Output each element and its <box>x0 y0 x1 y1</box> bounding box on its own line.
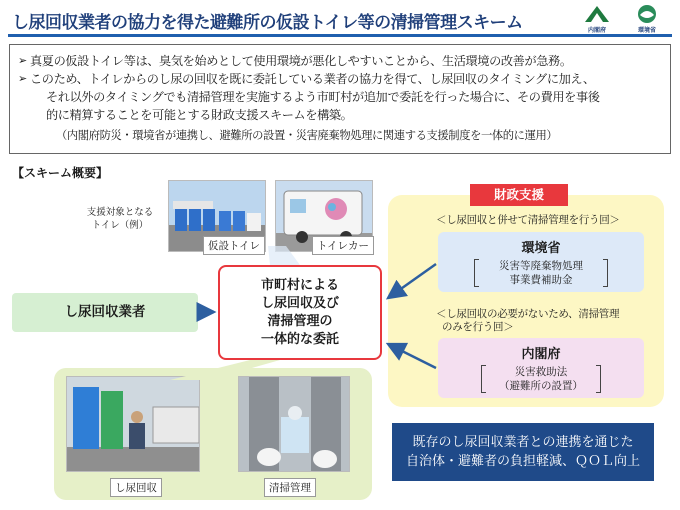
summary-line: このため、トイレからのし尿の回収を既に委託している業者の協力を得て、し尿回収のタイミングに加え、 <box>30 72 595 86</box>
environment-to-center-arrow <box>388 264 436 298</box>
overview-heading: 【スキーム概要】 <box>12 166 109 180</box>
program-line: 災害等廃棄物処理 <box>499 260 583 272</box>
program-line: 事業費補助金 <box>509 274 573 286</box>
financial-support-tag: 財政支援 <box>470 184 568 206</box>
night-soil-contractor-box: し尿回収業者 <box>12 293 198 332</box>
toilet-car-caption: トイレカー <box>312 236 374 255</box>
cabinet-to-center-arrow <box>388 344 436 368</box>
summary-note: （内閣府防災・環境省が連携し、避難所の設置・災害廃棄物処理に関連する支援制度を一体的に運用） <box>56 129 558 142</box>
example-callout-connector <box>268 246 300 265</box>
finance-note-cleaning-only-2: のみを行う回＞ <box>442 321 514 333</box>
ministry-environment-caption: 環境省 <box>637 27 656 34</box>
cabinet-office-name: 内閣府 <box>521 347 561 362</box>
example-label-line: 支援対象となる <box>86 207 154 218</box>
center-to-panel-connector <box>170 360 280 380</box>
bullet-arrow-icon: ➢ <box>18 54 28 67</box>
cabinet-office-caption: 内閣府 <box>587 27 606 34</box>
finance-note-combined: ＜し尿回収と併せて清掃管理を行う回＞ <box>436 214 620 226</box>
program-line: （避難所の設置） <box>499 380 583 392</box>
summary-line: 的に精算することを可能とする財政支援スキームを構築。 <box>46 108 353 122</box>
center-line: 一体的な委託 <box>260 332 339 347</box>
center-line: 清掃管理の <box>267 314 333 329</box>
summary-line: それ以外のタイミングでも清掃管理を実施するよう市町村が追加で委託を行った場合に、その費用を事後 <box>46 90 600 104</box>
example-label-line: トイレ（例） <box>91 220 149 231</box>
bullet-arrow-icon: ➢ <box>18 72 28 85</box>
finance-note-cleaning-only: ＜し尿回収の必要がないため、清掃管理 <box>436 308 620 320</box>
temporary-toilet-caption: 仮設トイレ <box>203 236 265 255</box>
cleaning-caption: 清掃管理 <box>264 478 316 497</box>
environment-ministry-name: 環境省 <box>521 241 561 256</box>
outcome-line: 既存のし尿回収業者との連携を通じた <box>412 435 634 450</box>
outcome-box <box>392 423 654 481</box>
center-line: し尿回収及び <box>260 296 339 311</box>
program-line: 災害救助法 <box>514 366 568 378</box>
municipal-integrated-contract-box <box>218 265 382 360</box>
collection-caption: し尿回収 <box>110 478 162 497</box>
page-title: し尿回収業者の協力を得た避難所の仮設トイレ等の清掃管理スキーム <box>12 13 523 33</box>
summary-line: 真夏の仮設トイレ等は、臭気を始めとして使用環境が悪化しやすいことから、生活環境の改善が急務。 <box>30 54 572 68</box>
outcome-line: 自治体・避難者の負担軽減、ＱＯＬ向上 <box>405 454 640 469</box>
center-line: 市町村による <box>260 278 339 293</box>
